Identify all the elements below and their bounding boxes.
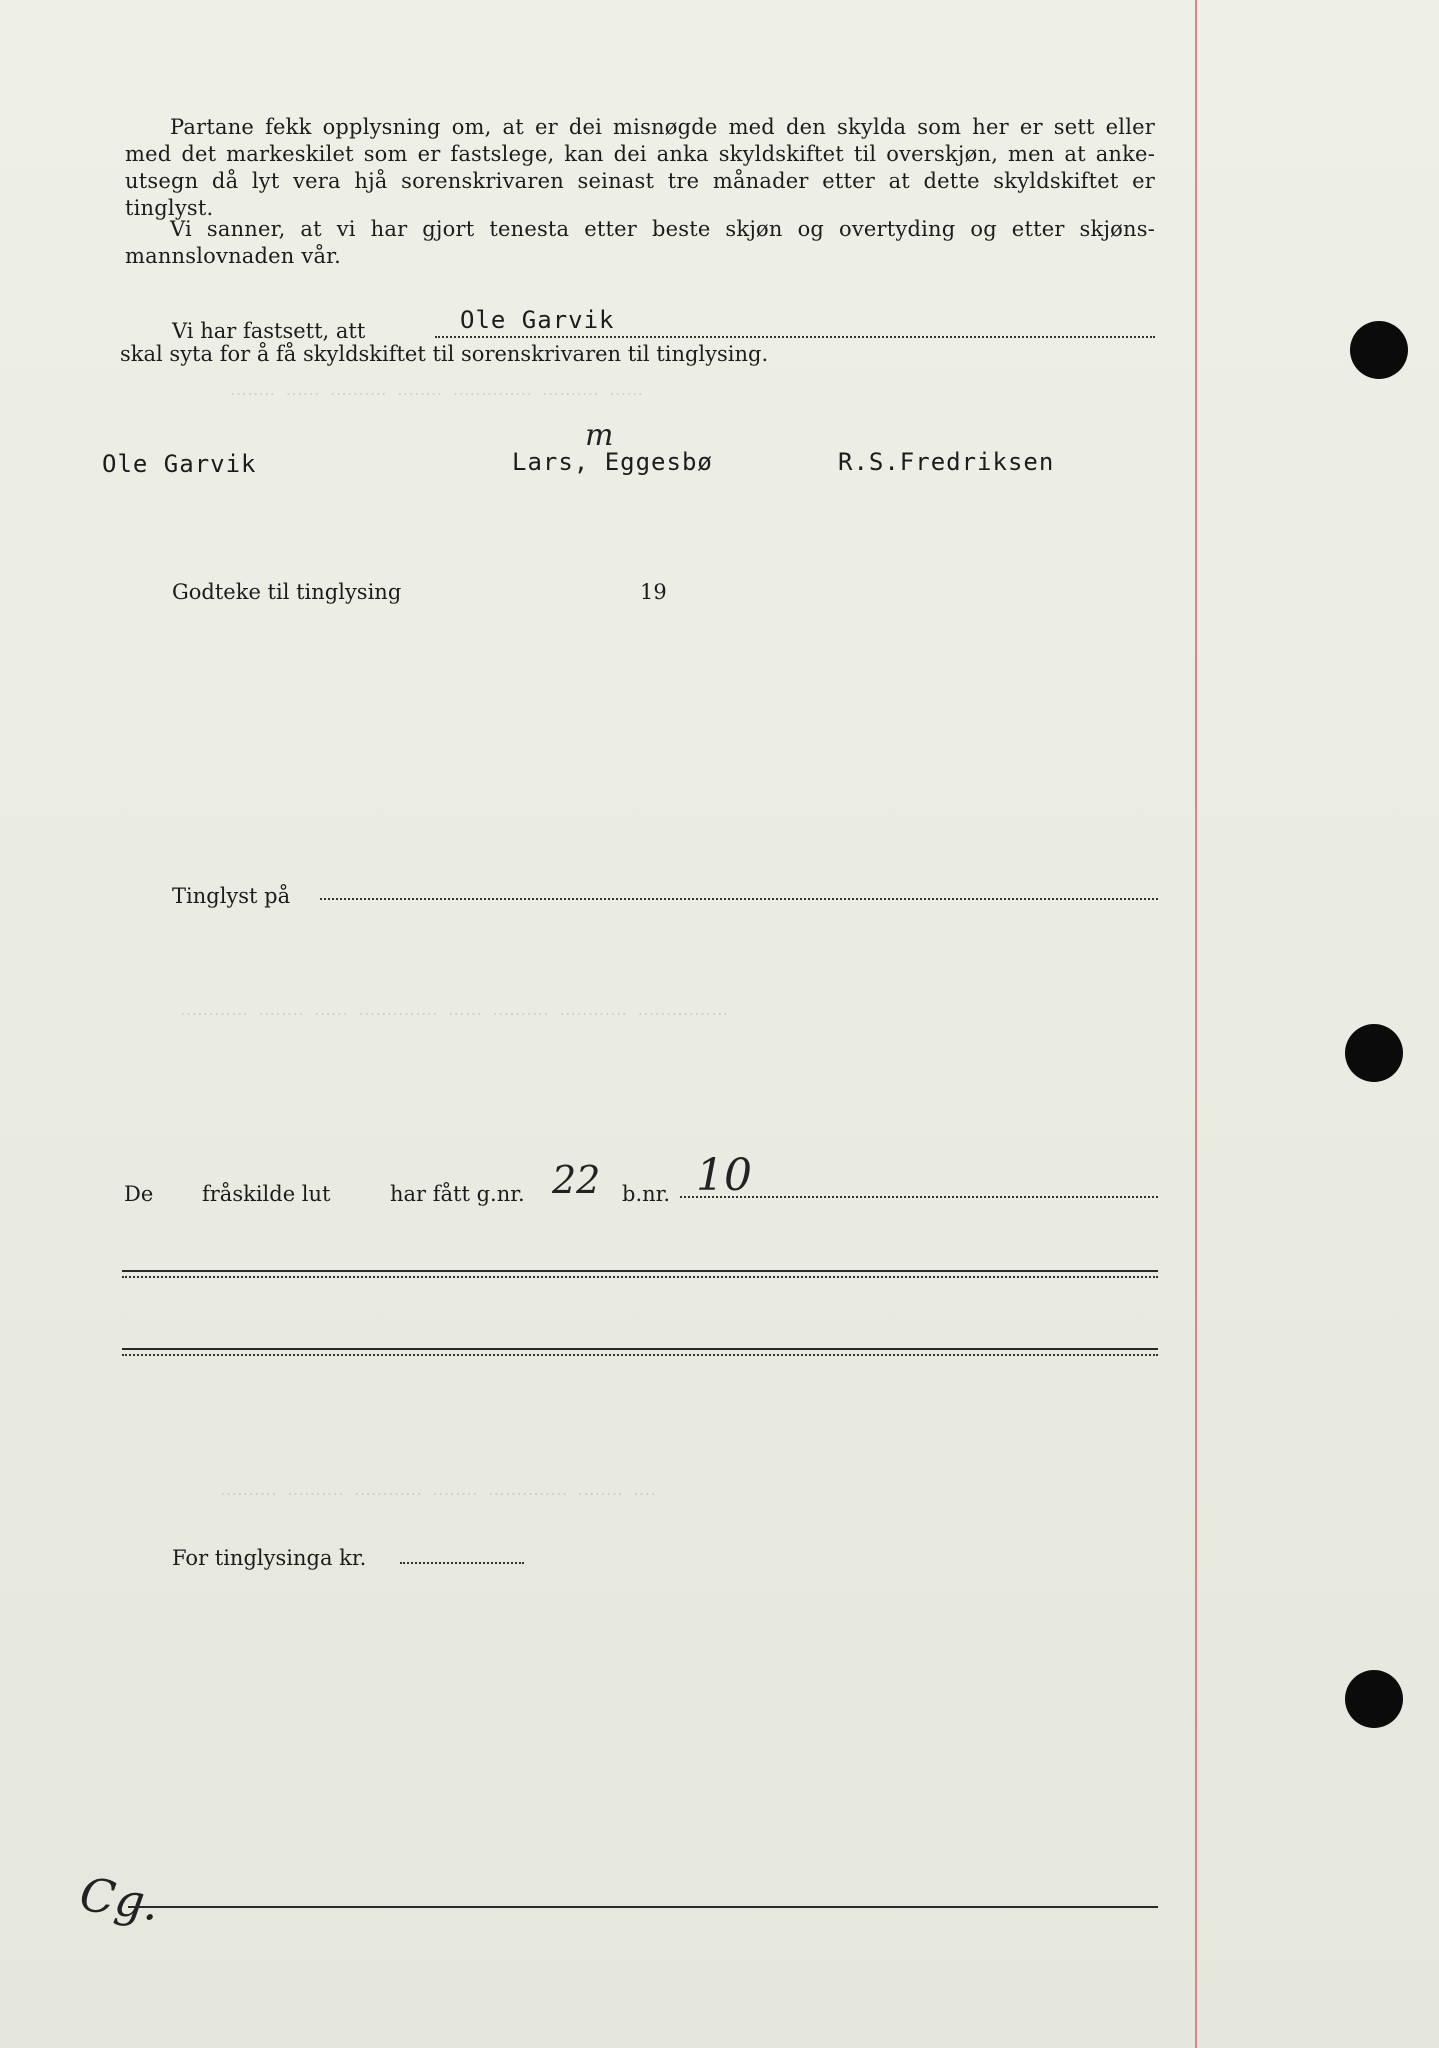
lut-line-3 — [122, 1354, 1158, 1356]
signature-3: R.S.Fredriksen — [838, 448, 1055, 476]
bleed-through-text: ‥‥‥‥ ‥‥‥ ‥‥‥‥‥ ‥‥‥‥ ‥‥‥‥‥‥‥ ‥‥‥‥‥ ‥‥‥ — [230, 380, 644, 400]
lut-fraskilde: fråskilde lut — [202, 1182, 331, 1206]
text-line: tinglyst. — [125, 196, 214, 220]
text-line: utsegn då lyt vera hjå sorenskrivaren seinast tre månader etter at dette skyldskiftet er — [125, 169, 1155, 193]
text-line: med det markeskilet som er fastslege, kan dei anka skyldskiftet til overskjøn, men at anke- — [125, 142, 1155, 166]
godteke-label: Godteke til tinglysing — [172, 580, 402, 604]
bottom-rule — [128, 1906, 1158, 1908]
initials: Cg. — [76, 1866, 163, 1932]
text-line: Partane fekk opplysning om, at er dei misnøgde med den skylda som her er sett eller — [170, 115, 1155, 139]
text-line: Vi sanner, at vi har gjort tenesta etter beste skjøn og overtyding og etter skjøns- — [170, 217, 1155, 241]
punch-hole — [1350, 321, 1408, 379]
signature-1: Ole Garvik — [102, 450, 257, 478]
tinglyst-label: Tinglyst på — [172, 884, 291, 908]
lut-de: De — [124, 1182, 154, 1206]
lut-rule-2 — [122, 1270, 1158, 1272]
lut-rule-3 — [122, 1348, 1158, 1350]
lut-har-fatt: har fått g.nr. — [390, 1182, 525, 1206]
gnr-value: 22 — [552, 1158, 601, 1202]
bnr-value: 10 — [696, 1150, 752, 1201]
godteke-year: 19 — [640, 580, 667, 604]
oath-paragraph — [125, 216, 1155, 270]
signature-2-mark: m — [585, 418, 614, 453]
fee-label: For tinglysinga kr. — [172, 1546, 367, 1570]
punch-hole — [1345, 1024, 1403, 1082]
tinglyst-line — [320, 898, 1158, 900]
red-margin-line — [1195, 0, 1197, 2048]
bnr-label: b.nr. — [622, 1182, 671, 1206]
appeal-paragraph — [125, 114, 1155, 222]
signature-2: Lars, Eggesbø — [512, 448, 713, 476]
bleed-through-text: ‥‥‥‥‥‥ ‥‥‥‥ ‥‥‥ ‥‥‥‥‥‥‥ ‥‥‥ ‥‥‥‥‥ ‥‥‥‥‥‥ ‥‥‥‥‥‥‥‥ — [180, 1000, 729, 1020]
responsible-party-name: Ole Garvik — [460, 306, 615, 334]
fee-line — [400, 1562, 524, 1564]
punch-hole — [1345, 1670, 1403, 1728]
fastsett-label: Vi har fastsett, att — [172, 319, 366, 343]
text-line: mannslovnaden vår. — [125, 244, 341, 268]
lut-line — [680, 1196, 1158, 1198]
bleed-through-text: ‥‥‥‥‥ ‥‥‥‥‥ ‥‥‥‥‥‥ ‥‥‥‥ ‥‥‥‥‥‥‥ ‥‥‥‥ ‥‥ — [220, 1480, 656, 1500]
responsible-party-line — [435, 336, 1155, 338]
lut-line-2 — [122, 1276, 1158, 1278]
fastsett-continuation: skal syta for å få skyldskiftet til sorenskrivaren til tinglysing. — [120, 342, 769, 366]
